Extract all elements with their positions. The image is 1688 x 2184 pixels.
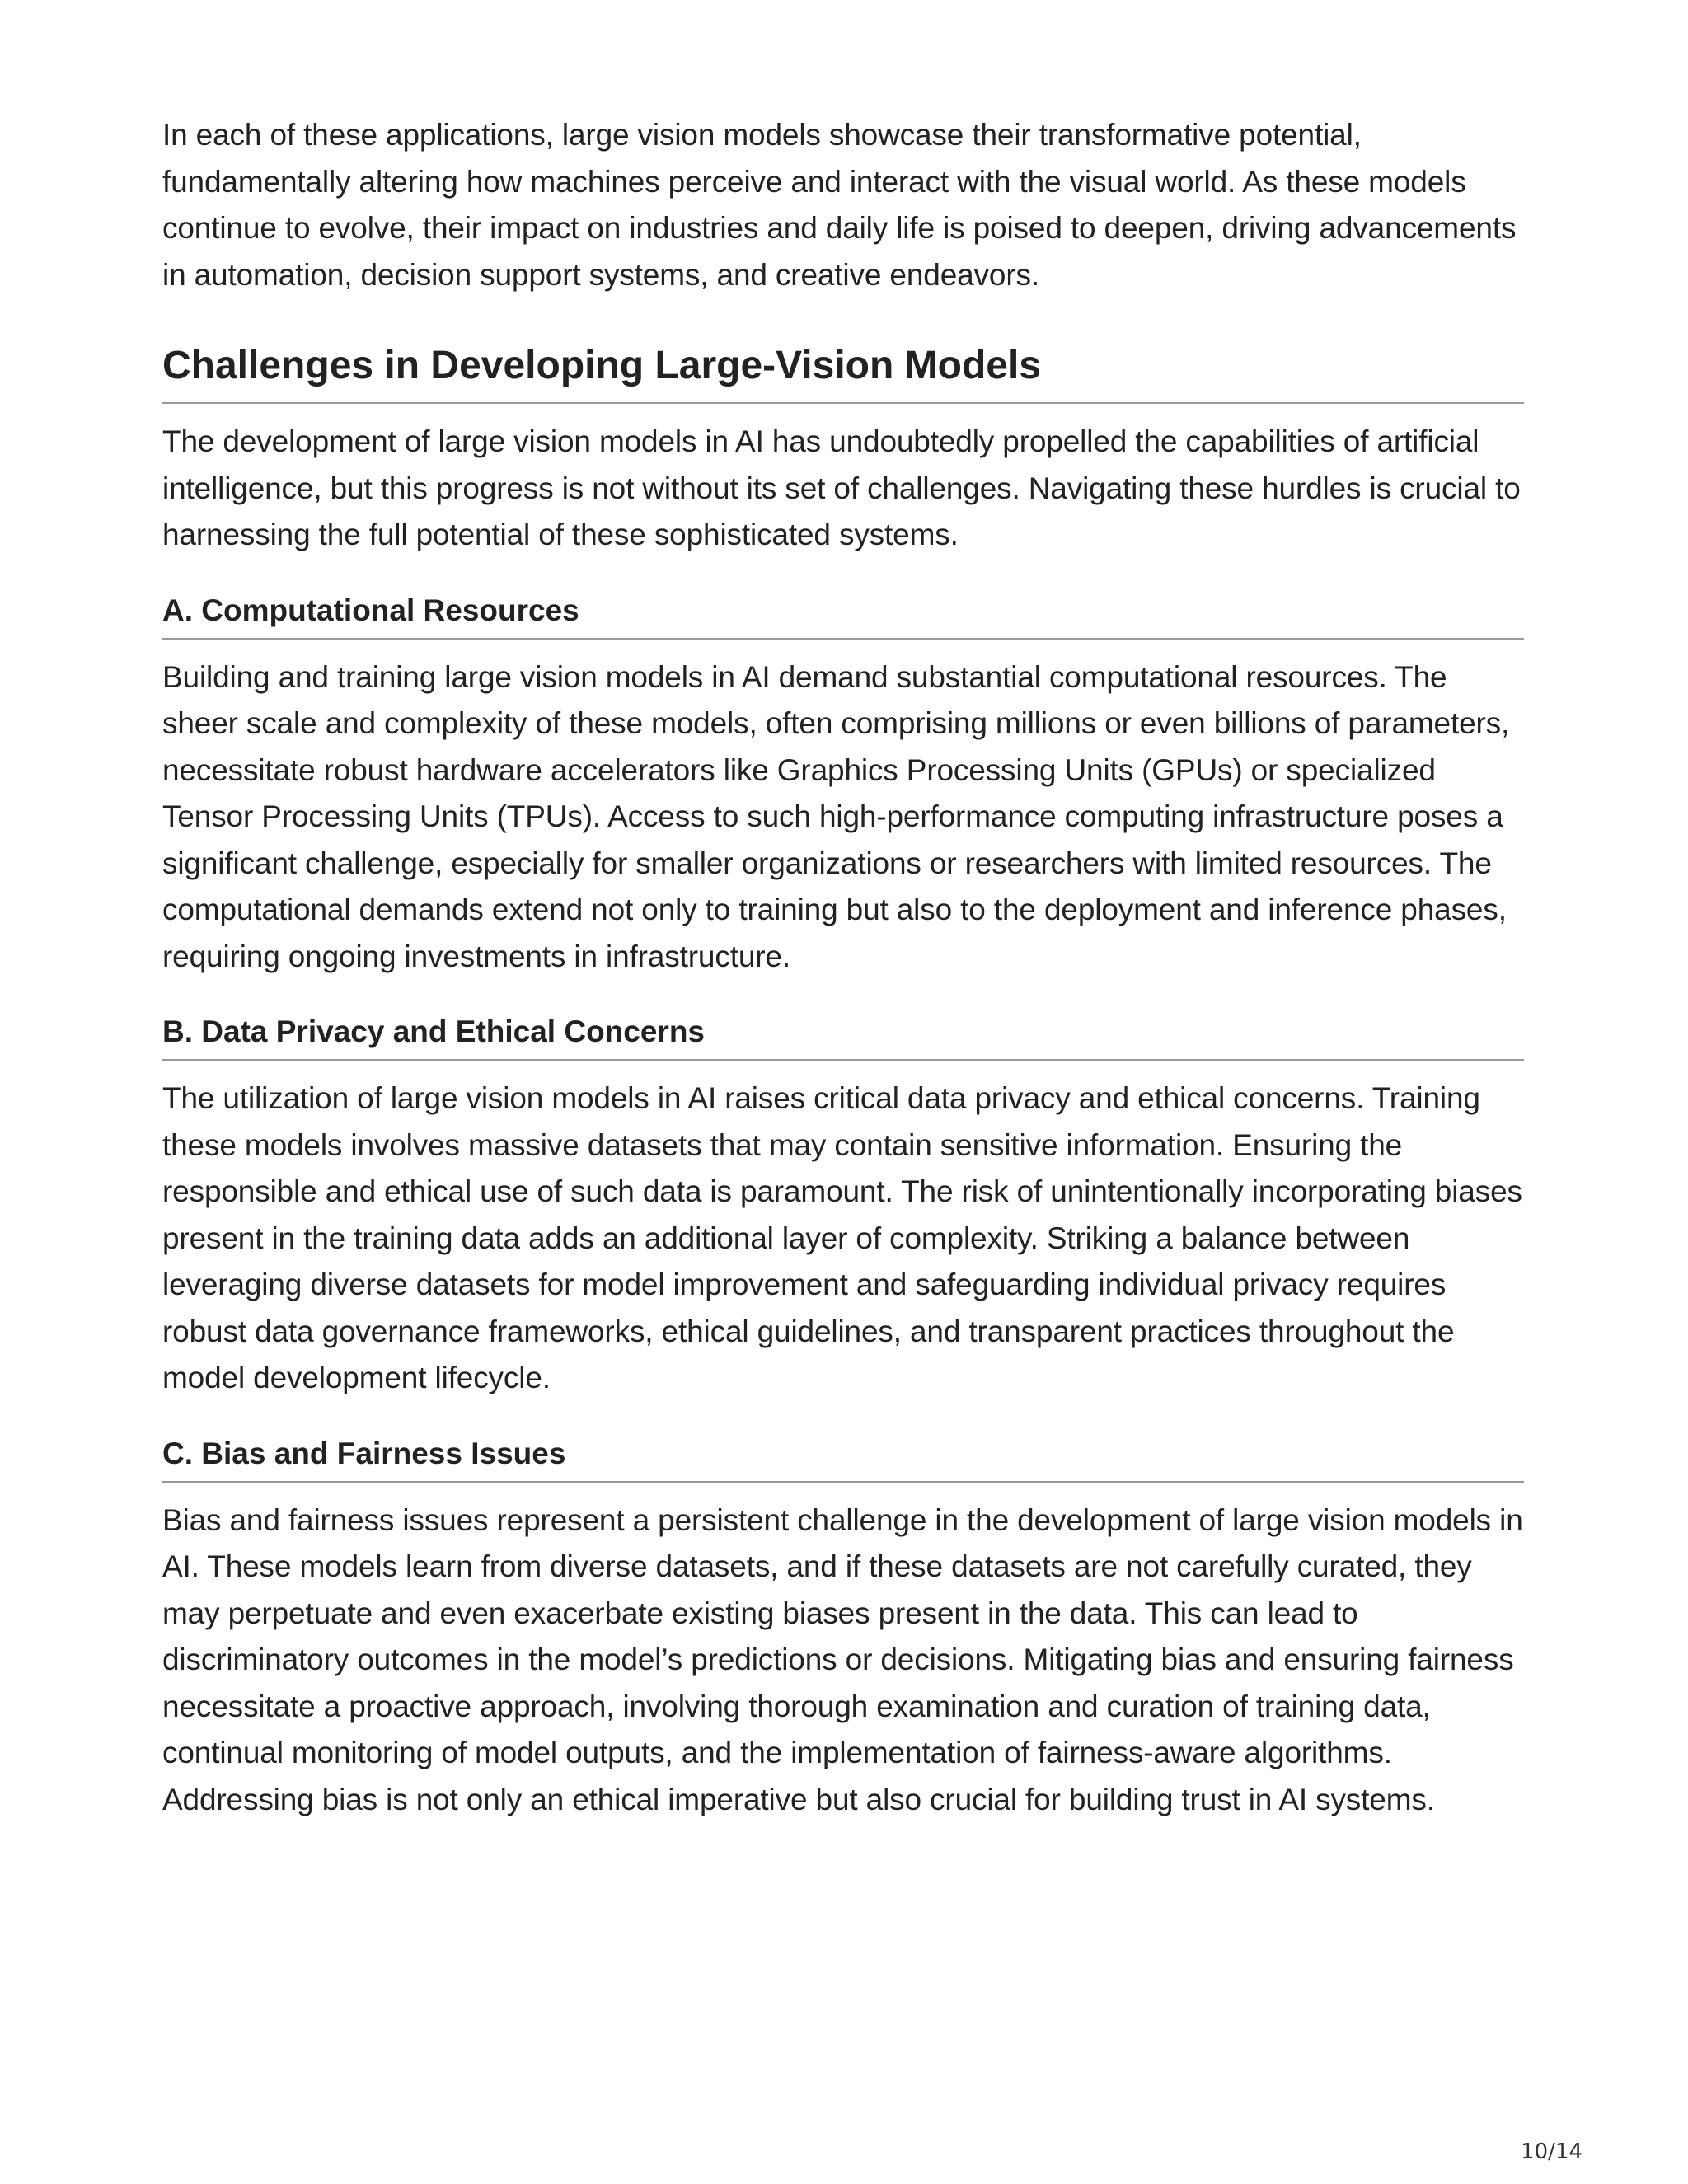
subsection-body-computational-resources: Building and training large vision models in AI demand substantial computational resources. The sheer scale and complexity of these models, often comprising millions or even billions of parameters, necessitate robust hardware accelerators like Graphics Processing Units (GPUs) or specialized Tensor Processing Units (TPUs). Access to such high-performance computing infrastructure poses a significant challenge, especially for smaller organizations or researchers with limited resources. The computational demands extend not only to training but also to the deployment and inference phases, requiring ongoing investments in infrastructure.: [162, 659, 1510, 973]
intro-paragraph: In each of these applications, large vision models showcase their transformative potential, fundamentally altering how machines perceive and interact with the visual world. As these models continue to evolve, their impact on industries and daily life is poised to deepen, driving advancements in automation, decision support systems, and creative endeavors.: [162, 118, 1517, 292]
article-content: [162, 112, 1524, 1856]
subsection-body-data-privacy: The utilization of large vision models in AI raises critical data privacy and ethical concerns. Training these models involves massive datasets that may contain sensitive information. Ensuring the responsible and ethical use of such data is paramount. The risk of unintentionally incorporating biases present in the training data adds an additional layer of complexity. Striking a balance between leveraging diverse datasets for model improvement and safeguarding individual privacy requires robust data governance frameworks, ethical guidelines, and transparent practices throughout the model development lifecycle.: [162, 1081, 1522, 1394]
section-heading: Challenges in Developing Large-Vision Models: [162, 341, 1524, 404]
subsection-heading-computational-resources: A. Computational Resources: [162, 592, 1524, 640]
subsection-body-bias-fairness: Bias and fairness issues represent a persistent challenge in the development of large vision models in AI. These models learn from diverse datasets, and if these datasets are not carefully curated, they may perpetuate and even exacerbate existing biases present in the data. This can lead to discriminatory outcomes in the model’s predictions or decisions. Mitigating bias and ensuring fairness necessitate a proactive approach, involving thorough examination and curation of training data, continual monitoring of model outputs, and the implementation of fairness-aware algorithms. Addressing bias is not only an ethical imperative but also crucial for building trust in AI systems.: [162, 1502, 1523, 1816]
section-intro-paragraph: The development of large vision models in AI has undoubtedly propelled the capabilities of artificial intelligence, but this progress is not without its set of challenges. Navigating these hurdles is crucial to harnessing the full potential of these sophisticated systems.: [162, 424, 1521, 551]
page-number: 10/14: [1521, 2139, 1582, 2164]
subsection-heading-bias-fairness: C. Bias and Fairness Issues: [162, 1435, 1524, 1483]
subsection-heading-data-privacy: B. Data Privacy and Ethical Concerns: [162, 1013, 1524, 1061]
